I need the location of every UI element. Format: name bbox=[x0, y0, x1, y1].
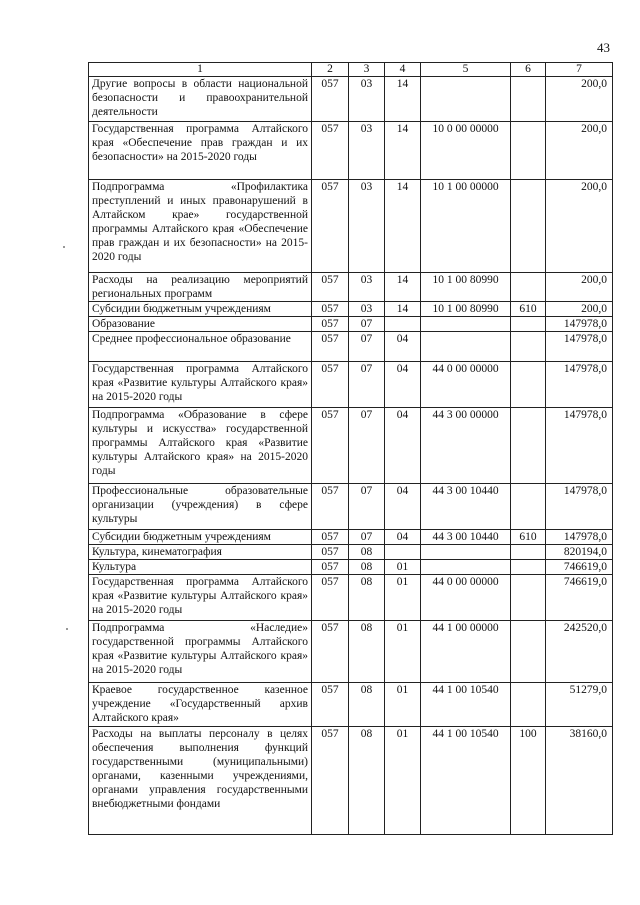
table-row bbox=[89, 484, 613, 530]
ministry-code: 057 bbox=[312, 273, 349, 302]
item-name: Подпрограмма «Образование в сфере культуры и искусства» государственной программы Алтайского края «Развитие культуры Алтайского края» на 2015-2020 годы bbox=[89, 408, 312, 484]
column-header: 3 bbox=[349, 63, 385, 77]
amount: 147978,0 bbox=[546, 332, 613, 362]
table-row bbox=[89, 122, 613, 180]
expense-type-code: 100 bbox=[511, 727, 546, 835]
subsection-code: 04 bbox=[385, 408, 421, 484]
target-article-code: 10 1 00 00000 bbox=[421, 180, 511, 273]
ministry-code: 057 bbox=[312, 332, 349, 362]
item-name: Подпрограмма «Наследие» государственной программы Алтайского края «Развитие культуры Алтайского края» на 2015-2020 годы bbox=[89, 621, 312, 683]
subsection-code: 04 bbox=[385, 484, 421, 530]
subsection-code: 14 bbox=[385, 273, 421, 302]
section-code: 08 bbox=[349, 560, 385, 575]
section-code: 07 bbox=[349, 317, 385, 332]
table-row bbox=[89, 575, 613, 621]
budget-table bbox=[88, 62, 613, 835]
column-header: 2 bbox=[312, 63, 349, 77]
amount: 200,0 bbox=[546, 273, 613, 302]
page-number: 43 bbox=[597, 40, 610, 55]
ministry-code: 057 bbox=[312, 575, 349, 621]
amount: 820194,0 bbox=[546, 545, 613, 560]
item-name: Расходы на реализацию мероприятий региональных программ bbox=[89, 273, 312, 302]
column-header: 7 bbox=[546, 63, 613, 77]
subsection-code: 04 bbox=[385, 332, 421, 362]
column-header: 4 bbox=[385, 63, 421, 77]
table-row bbox=[89, 332, 613, 362]
scan-speck bbox=[63, 246, 65, 248]
amount: 51279,0 bbox=[546, 683, 613, 727]
section-code: 07 bbox=[349, 362, 385, 408]
ministry-code: 057 bbox=[312, 683, 349, 727]
ministry-code: 057 bbox=[312, 77, 349, 122]
item-name: Образование bbox=[89, 317, 312, 332]
subsection-code: 04 bbox=[385, 362, 421, 408]
subsection-code: 14 bbox=[385, 180, 421, 273]
table-row bbox=[89, 273, 613, 302]
expense-type-code bbox=[511, 77, 546, 122]
subsection-code: 01 bbox=[385, 560, 421, 575]
section-code: 08 bbox=[349, 683, 385, 727]
amount: 200,0 bbox=[546, 180, 613, 273]
expense-type-code bbox=[511, 122, 546, 180]
item-name: Культура, кинематография bbox=[89, 545, 312, 560]
item-name: Подпрограмма «Профилактика преступлений и иных правонарушений в Алтайском крае» государственной программы Алтайского края «Обеспечение прав граждан и их безопасности» на 2015-2020 годы bbox=[89, 180, 312, 273]
subsection-code: 01 bbox=[385, 727, 421, 835]
target-article-code bbox=[421, 332, 511, 362]
section-code: 07 bbox=[349, 332, 385, 362]
scan-speck bbox=[66, 628, 68, 630]
table-row bbox=[89, 302, 613, 317]
expense-type-code bbox=[511, 362, 546, 408]
item-name: Государственная программа Алтайского края «Развитие культуры Алтайского края» на 2015-2020 годы bbox=[89, 575, 312, 621]
item-name: Культура bbox=[89, 560, 312, 575]
target-article-code: 10 1 00 80990 bbox=[421, 302, 511, 317]
expense-type-code bbox=[511, 545, 546, 560]
table-row bbox=[89, 560, 613, 575]
expense-type-code bbox=[511, 408, 546, 484]
item-name: Субсидии бюджетным учреждениям bbox=[89, 530, 312, 545]
column-header: 6 bbox=[511, 63, 546, 77]
target-article-code: 44 1 00 10540 bbox=[421, 683, 511, 727]
target-article-code bbox=[421, 545, 511, 560]
item-name: Субсидии бюджетным учреждениям bbox=[89, 302, 312, 317]
section-code: 08 bbox=[349, 575, 385, 621]
amount: 147978,0 bbox=[546, 530, 613, 545]
item-name: Краевое государственное казенное учреждение «Государственный архив Алтайского края» bbox=[89, 683, 312, 727]
amount: 200,0 bbox=[546, 77, 613, 122]
subsection-code bbox=[385, 545, 421, 560]
target-article-code: 44 0 00 00000 bbox=[421, 575, 511, 621]
item-name: Среднее профессиональное образование bbox=[89, 332, 312, 362]
ministry-code: 057 bbox=[312, 530, 349, 545]
item-name: Расходы на выплаты персоналу в целях обеспечения выполнения функций государственными (муниципальными) органами, казенными учреждениями, органами управления государственными внебюджетными фондами bbox=[89, 727, 312, 835]
table-row bbox=[89, 727, 613, 835]
ministry-code: 057 bbox=[312, 122, 349, 180]
target-article-code: 44 1 00 10540 bbox=[421, 727, 511, 835]
expense-type-code: 610 bbox=[511, 302, 546, 317]
ministry-code: 057 bbox=[312, 621, 349, 683]
ministry-code: 057 bbox=[312, 560, 349, 575]
amount: 147978,0 bbox=[546, 408, 613, 484]
ministry-code: 057 bbox=[312, 180, 349, 273]
subsection-code: 14 bbox=[385, 302, 421, 317]
expense-type-code bbox=[511, 560, 546, 575]
target-article-code: 10 0 00 00000 bbox=[421, 122, 511, 180]
ministry-code: 057 bbox=[312, 408, 349, 484]
item-name: Другие вопросы в области национальной безопасности и правоохранительной деятельности bbox=[89, 77, 312, 122]
section-code: 07 bbox=[349, 484, 385, 530]
ministry-code: 057 bbox=[312, 484, 349, 530]
expense-type-code bbox=[511, 332, 546, 362]
section-code: 03 bbox=[349, 77, 385, 122]
subsection-code: 01 bbox=[385, 621, 421, 683]
amount: 38160,0 bbox=[546, 727, 613, 835]
section-code: 07 bbox=[349, 530, 385, 545]
table-row bbox=[89, 545, 613, 560]
item-name: Профессиональные образовательные организации (учреждения) в сфере культуры bbox=[89, 484, 312, 530]
target-article-code: 44 3 00 00000 bbox=[421, 408, 511, 484]
table-row bbox=[89, 683, 613, 727]
amount: 147978,0 bbox=[546, 362, 613, 408]
subsection-code: 01 bbox=[385, 683, 421, 727]
table-header-row bbox=[89, 63, 613, 77]
ministry-code: 057 bbox=[312, 545, 349, 560]
subsection-code: 14 bbox=[385, 77, 421, 122]
item-name: Государственная программа Алтайского края «Развитие культуры Алтайского края» на 2015-2020 годы bbox=[89, 362, 312, 408]
section-code: 03 bbox=[349, 273, 385, 302]
subsection-code: 14 bbox=[385, 122, 421, 180]
item-name: Государственная программа Алтайского края «Обеспечение прав граждан и их безопасности» на 2015-2020 годы bbox=[89, 122, 312, 180]
section-code: 03 bbox=[349, 302, 385, 317]
amount: 746619,0 bbox=[546, 575, 613, 621]
subsection-code bbox=[385, 317, 421, 332]
target-article-code: 44 3 00 10440 bbox=[421, 530, 511, 545]
column-header: 5 bbox=[421, 63, 511, 77]
section-code: 08 bbox=[349, 727, 385, 835]
table-row bbox=[89, 621, 613, 683]
expense-type-code bbox=[511, 180, 546, 273]
expense-type-code bbox=[511, 273, 546, 302]
target-article-code: 10 1 00 80990 bbox=[421, 273, 511, 302]
subsection-code: 01 bbox=[385, 575, 421, 621]
target-article-code: 44 3 00 10440 bbox=[421, 484, 511, 530]
table-row bbox=[89, 408, 613, 484]
expense-type-code bbox=[511, 317, 546, 332]
column-header: 1 bbox=[89, 63, 312, 77]
target-article-code bbox=[421, 317, 511, 332]
section-code: 08 bbox=[349, 621, 385, 683]
section-code: 03 bbox=[349, 180, 385, 273]
ministry-code: 057 bbox=[312, 317, 349, 332]
expense-type-code bbox=[511, 683, 546, 727]
expense-type-code bbox=[511, 621, 546, 683]
ministry-code: 057 bbox=[312, 302, 349, 317]
ministry-code: 057 bbox=[312, 727, 349, 835]
amount: 200,0 bbox=[546, 122, 613, 180]
amount: 200,0 bbox=[546, 302, 613, 317]
target-article-code bbox=[421, 560, 511, 575]
amount: 746619,0 bbox=[546, 560, 613, 575]
section-code: 03 bbox=[349, 122, 385, 180]
section-code: 07 bbox=[349, 408, 385, 484]
amount: 147978,0 bbox=[546, 484, 613, 530]
amount: 242520,0 bbox=[546, 621, 613, 683]
target-article-code: 44 0 00 00000 bbox=[421, 362, 511, 408]
section-code: 08 bbox=[349, 545, 385, 560]
table-row bbox=[89, 180, 613, 273]
expense-type-code: 610 bbox=[511, 530, 546, 545]
subsection-code: 04 bbox=[385, 530, 421, 545]
amount: 147978,0 bbox=[546, 317, 613, 332]
table-row bbox=[89, 317, 613, 332]
table-row bbox=[89, 362, 613, 408]
ministry-code: 057 bbox=[312, 362, 349, 408]
target-article-code bbox=[421, 77, 511, 122]
table-row bbox=[89, 77, 613, 122]
target-article-code: 44 1 00 00000 bbox=[421, 621, 511, 683]
table-row bbox=[89, 530, 613, 545]
expense-type-code bbox=[511, 484, 546, 530]
expense-type-code bbox=[511, 575, 546, 621]
